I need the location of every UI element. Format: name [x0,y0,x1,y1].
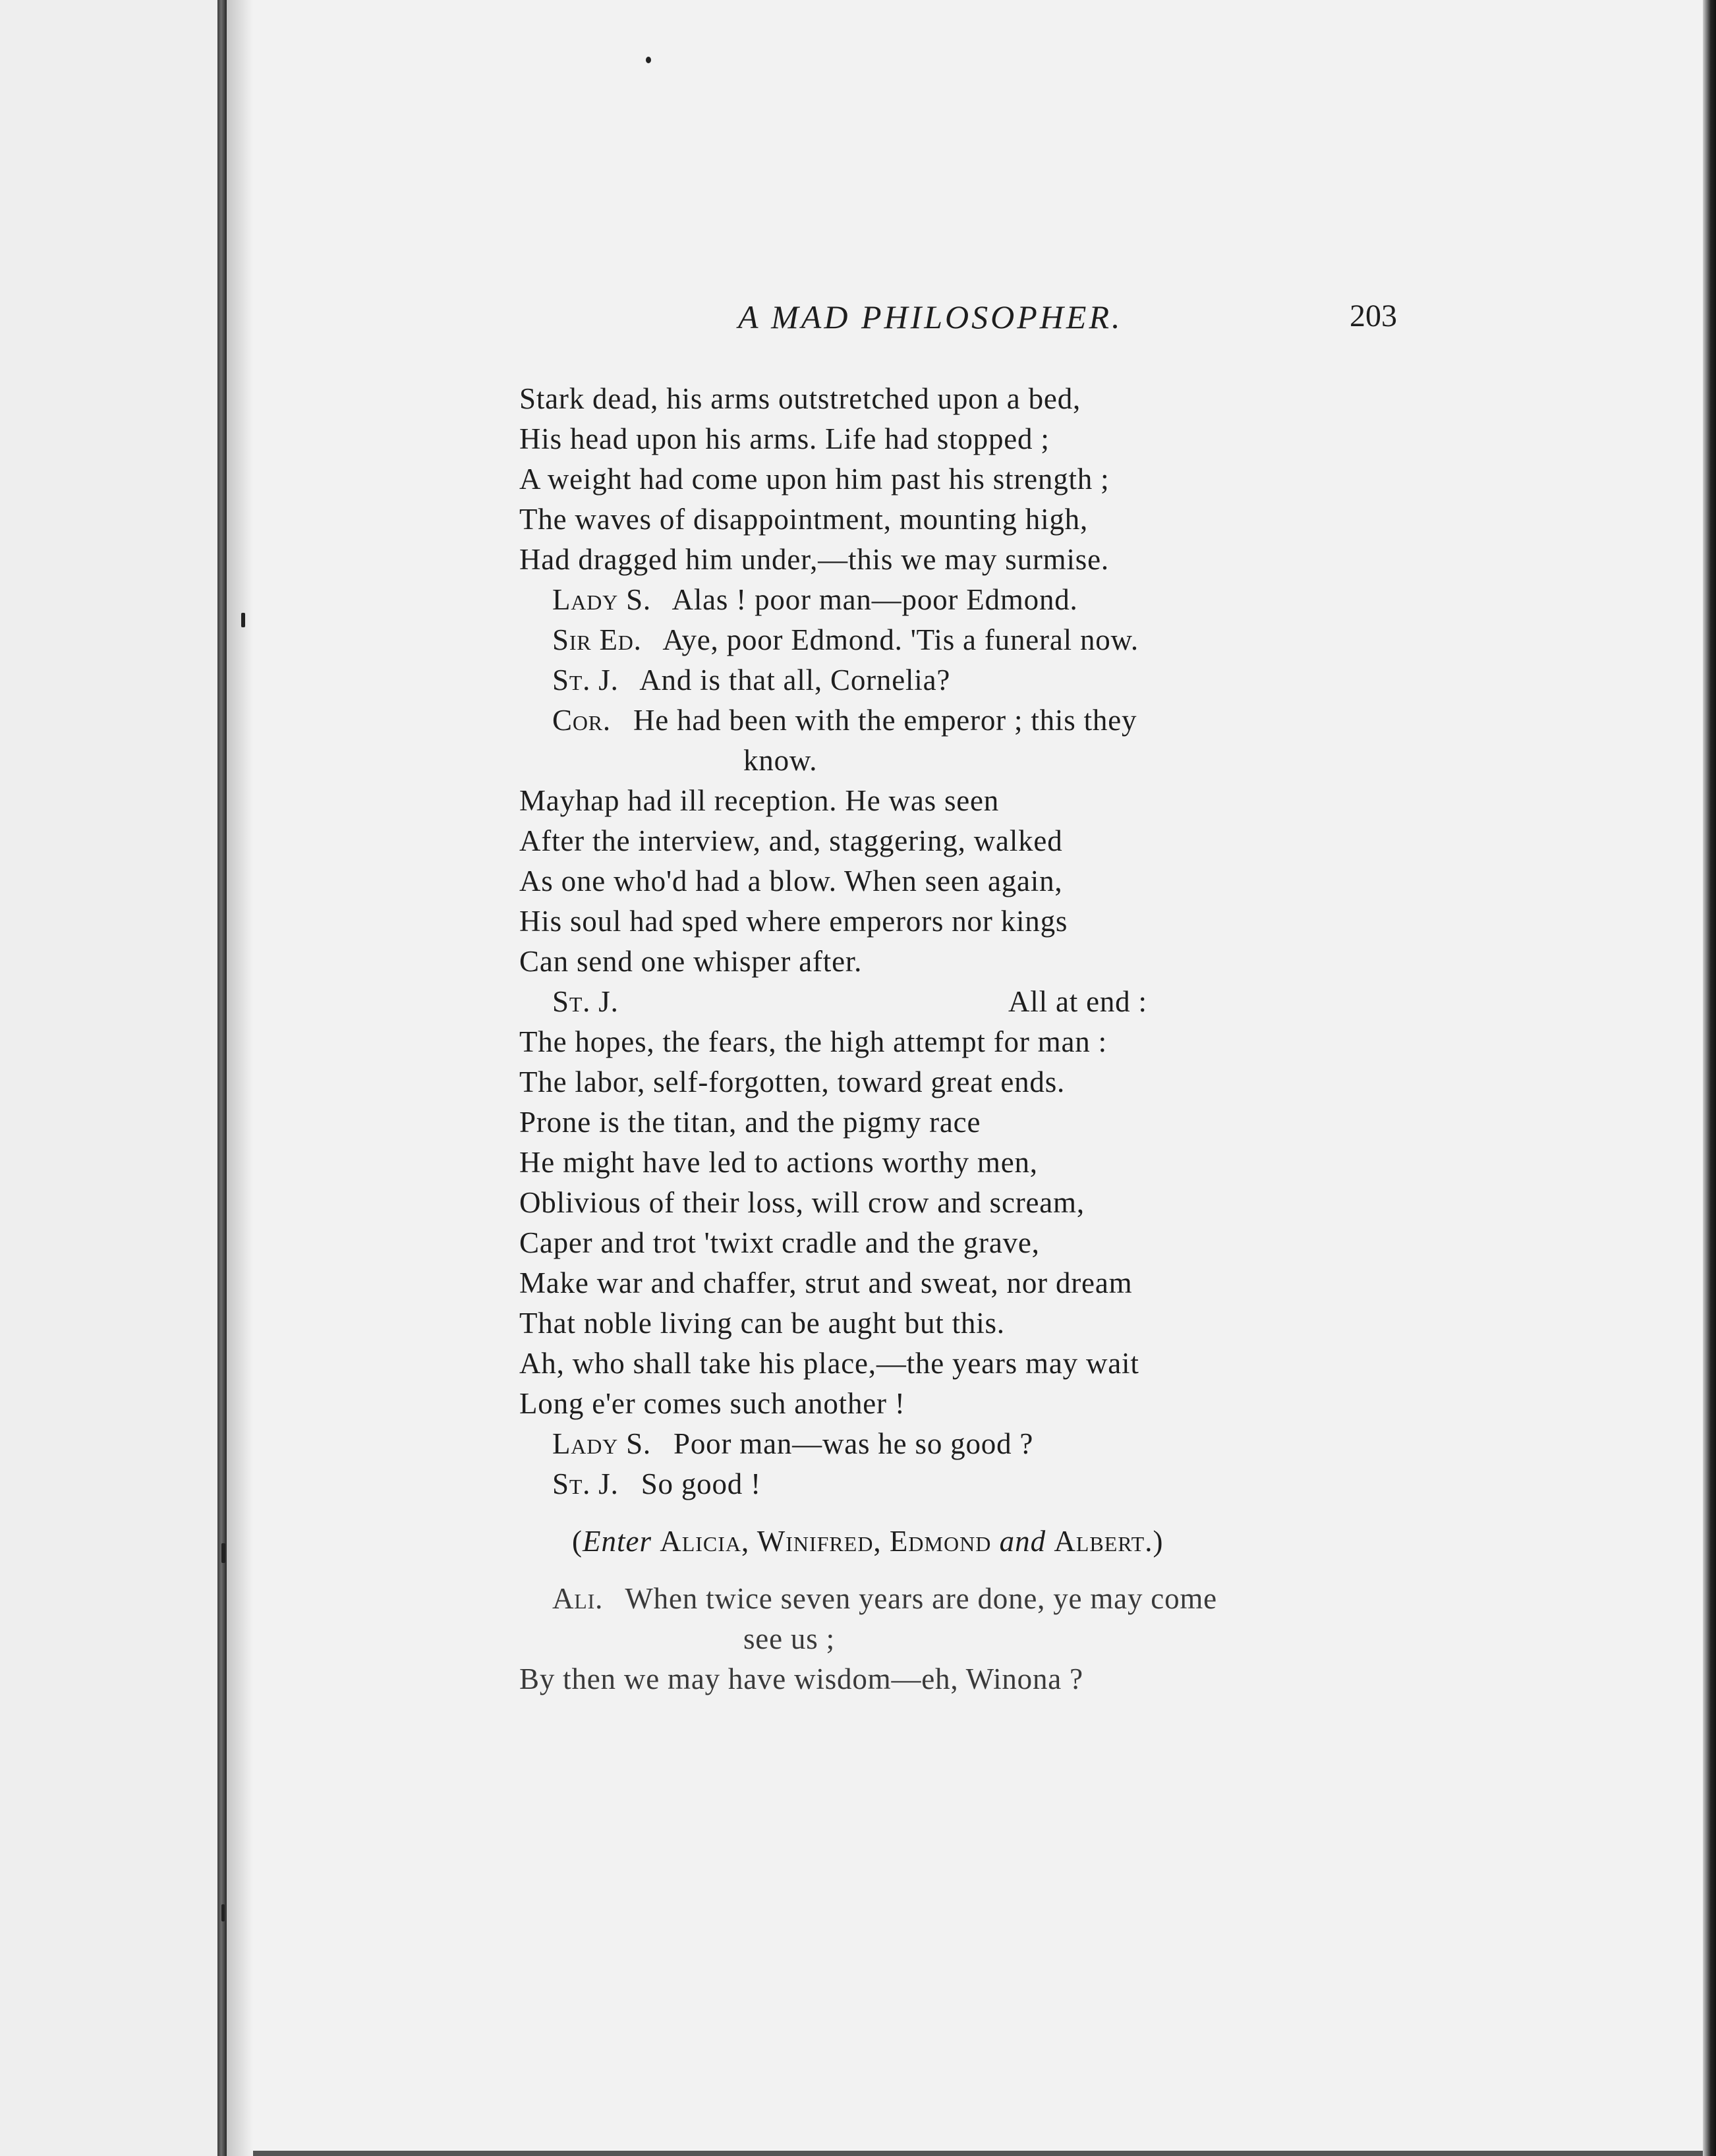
speech-line [519,700,1416,741]
print-speck [646,57,651,63]
speech-text: When twice seven years are done, ye may come [625,1582,1217,1615]
verse-line: Prone is the titan, and the pigmy race [519,1106,981,1139]
speaker-name: Lady S. [552,1427,651,1460]
speech-line [519,1464,1416,1504]
print-speck [221,1543,225,1563]
speech-text: He had been with the emperor ; this they [633,704,1137,737]
scan-bottom-edge [253,2151,1703,2156]
verse-line: As one who'd had a blow. When seen again, [519,865,1063,897]
speech-line [519,620,1416,660]
speech-text: So good ! [641,1467,761,1500]
stage-and: and [999,1525,1046,1558]
verse-line: Make war and chaffer, strut and sweat, nor dream [519,1266,1133,1299]
speech-line [519,660,1416,700]
verse-line: Oblivious of their loss, will crow and scream, [519,1186,1085,1219]
stage-names: Albert. [1054,1525,1153,1558]
print-speck [241,613,245,627]
verse-line: After the interview, and, staggering, walked [519,824,1063,857]
verse-line: A weight had come upon him past his strength ; [519,463,1110,496]
stage-direction [519,1521,1416,1562]
speech-line [519,982,1416,1022]
verse-line: His head upon his arms. Life had stopped ; [519,422,1050,455]
verse-line: The waves of disappointment, mounting high, [519,503,1089,536]
stage-enter: Enter [583,1525,652,1558]
verse-line: Long e'er comes such another ! [519,1387,905,1420]
verse-line: Had dragged him under,—this we may surmise. [519,543,1109,576]
speech-line [519,580,1416,620]
verse-line: Caper and trot 'twixt cradle and the grave, [519,1226,1040,1259]
verse-line: The labor, self-forgotten, toward great ends. [519,1065,1066,1098]
speech-text: Alas ! poor man—poor Edmond. [672,583,1078,616]
speaker-name: Cor. [552,704,611,737]
verse-line: By then we may have wisdom—eh, Winona ? [519,1662,1083,1695]
page-number: 203 [1350,298,1397,333]
speaker-name: Lady S. [552,583,651,616]
stage-paren-close: ) [1153,1525,1164,1558]
speech-line [519,1579,1416,1619]
scan-right-edge [1703,0,1716,2156]
speech-line [519,1424,1416,1464]
verse-line: He might have led to actions worthy men, [519,1146,1038,1179]
running-title: A MAD PHILOSOPHER. [738,298,1123,335]
speech-text: Aye, poor Edmond. 'Tis a funeral now. [662,623,1139,656]
speaker-name: St. J. [552,1467,619,1500]
verse-line: His soul had sped where emperors nor kings [519,905,1068,938]
speaker-name: St. J. [552,985,619,1018]
running-head [514,298,1397,344]
stage-paren-open: ( [572,1525,583,1558]
speech-text: Poor man—was he so good ? [673,1427,1034,1460]
speaker-name: St. J. [552,664,619,696]
verse-line: That noble living can be aught but this. [519,1307,1005,1340]
page-body [519,379,1416,1699]
stage-names: Alicia, Winifred, Edmond [660,1525,992,1558]
verse-line: Stark dead, his arms outstretched upon a bed, [519,382,1081,415]
print-speck [221,1904,225,1921]
verse-line: The hopes, the fears, the high attempt for man : [519,1025,1107,1058]
speech-text: And is that all, Cornelia? [639,664,951,696]
speech-continuation: see us ; [743,1622,835,1655]
speaker-name: Ali. [552,1582,604,1615]
verse-line: Ah, who shall take his place,—the years may wait [519,1347,1139,1380]
speech-continuation: know. [743,744,818,777]
book-spine [217,0,227,2156]
gutter-shadow [227,0,253,2156]
verse-line: Can send one whisper after. [519,945,863,978]
verse-line: Mayhap had ill reception. He was seen [519,784,1000,817]
speech-text: All at end : [1008,985,1147,1018]
scan-left-margin [0,0,224,2156]
speaker-name: Sir Ed. [552,623,642,656]
